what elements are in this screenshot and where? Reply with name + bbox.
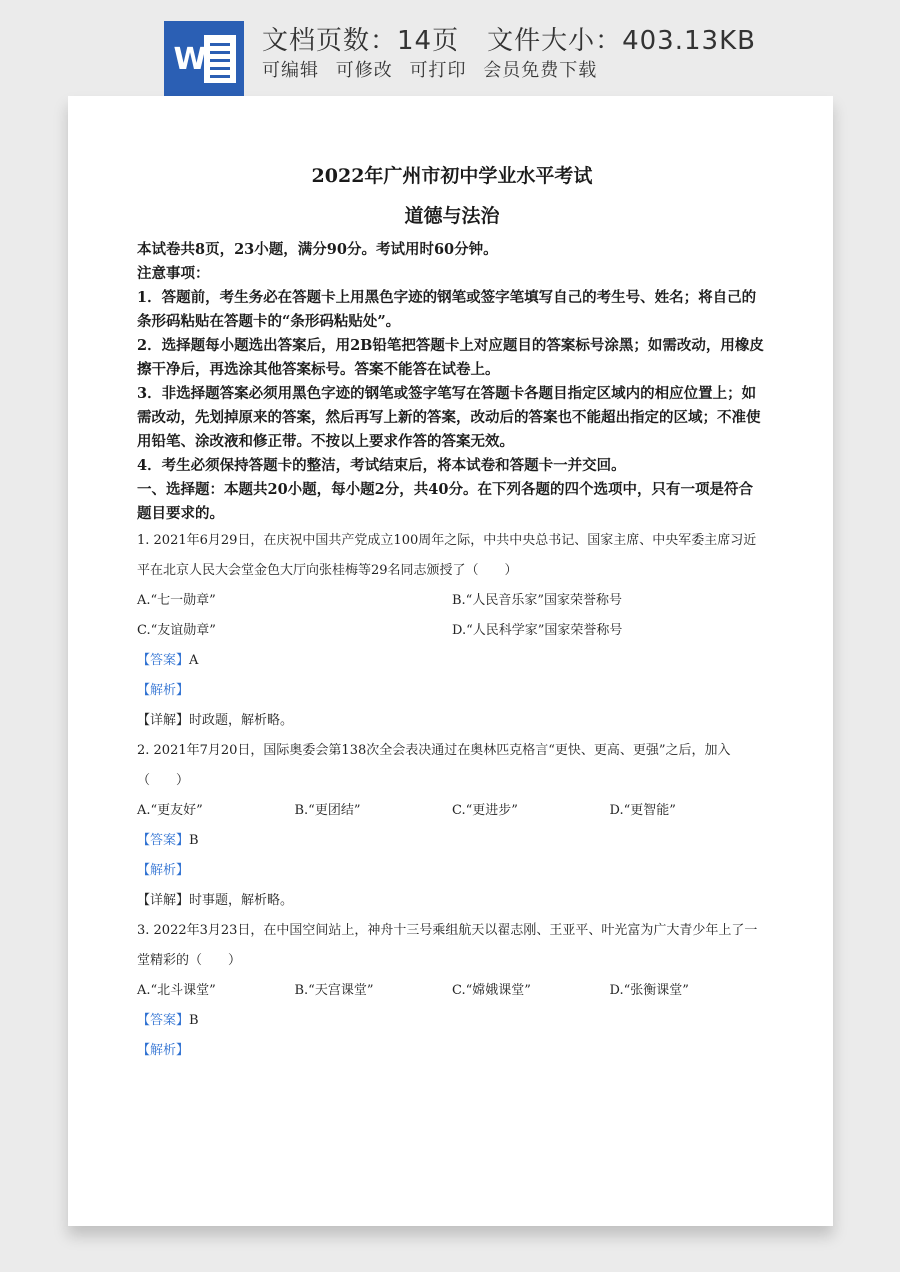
options [137, 586, 767, 616]
answer-value: B [189, 1013, 199, 1028]
option-d: D.“张衡课堂” [609, 983, 689, 998]
detail-line: 【详解】时政题，解析略。 [137, 713, 294, 728]
answer-tag: 【答案】 [137, 653, 190, 668]
file-size: 文件大小：403.13KB [487, 26, 756, 56]
document-lines-icon [204, 35, 236, 83]
option-c: C.“嫦娥课堂” [452, 983, 531, 998]
option-b: B.“天宫课堂” [294, 983, 374, 998]
word-letter: W [173, 42, 207, 77]
file-meta [262, 20, 756, 57]
option-b: B.“人民音乐家”国家荣誉称号 [452, 593, 622, 608]
answer-line [137, 826, 767, 856]
document-page [68, 96, 833, 1226]
answer-value: A [189, 653, 199, 668]
notice-heading: 注意事项： [137, 265, 210, 282]
analysis-line [137, 856, 767, 886]
answer-tag: 【答案】 [137, 833, 190, 848]
options [137, 796, 767, 826]
analysis-tag: 【解析】 [137, 863, 190, 878]
notice-item: 3．非选择题答案必须用黑色字迹的钢笔或签字笔写在答题卡各题目指定区域内的相应位置上；如需改动，先划掉原来的答案，然后再写上新的答案，改动后的答案也不能超出指定的区域；不准使用铅笔、涂改液和修正带。不按以上要求作答的答案无效。 [137, 385, 761, 450]
option-d: D.“更智能” [609, 803, 676, 818]
question-stem: 1. 2021年6月29日，在庆祝中国共产党成立100周年之际，中共中央总书记、国家主席、中央军委主席习近平在北京人民大会堂金色大厅向张桂梅等29名同志颁授了（ ） [137, 533, 757, 578]
feature-list [262, 56, 607, 82]
analysis-line [137, 1036, 767, 1066]
analysis-tag: 【解析】 [137, 1043, 190, 1058]
question-stem: 3. 2022年3月23日，在中国空间站上，神舟十三号乘组航天以翟志刚、王亚平、叶光富为广大青少年上了一堂精彩的（ ） [137, 923, 758, 968]
page-count: 文档页数：14页 [262, 26, 460, 56]
notice-item: 2．选择题每小题选出答案后，用2B铅笔把答题卡上对应题目的答案标号涂黑；如需改动，用橡皮擦干净后，再选涂其他答案标号。答案不能答在试卷上。 [137, 337, 764, 378]
section-heading: 一、选择题：本题共20小题，每小题2分，共40分。在下列各题的四个选项中，只有一项是符合题目要求的。 [137, 481, 753, 522]
answer-tag: 【答案】 [137, 1013, 190, 1028]
answer-value: B [189, 833, 199, 848]
answer-line [137, 646, 767, 676]
option-c: C.“更进步” [452, 803, 518, 818]
option-c: C.“友谊勋章” [137, 623, 216, 638]
exam-title: 2022年广州市初中学业水平考试 [311, 165, 593, 187]
page-content [137, 158, 767, 1066]
answer-line [137, 1006, 767, 1036]
exam-intro: 本试卷共8页，23小题，满分90分。考试用时60分钟。 [137, 241, 498, 258]
notice-item: 4．考生必须保持答题卡的整洁，考试结束后，将本试卷和答题卡一并交回。 [137, 457, 626, 474]
analysis-tag: 【解析】 [137, 683, 190, 698]
analysis-line [137, 676, 767, 706]
feature-printable: 可打印 [409, 60, 467, 81]
download-header [0, 0, 900, 96]
word-document-icon [164, 21, 244, 96]
notice-item: 1．答题前，考生务必在答题卡上用黑色字迹的钢笔或签字笔填写自己的考生号、姓名；将自己的条形码粘贴在答题卡的“条形码粘贴处”。 [137, 289, 757, 330]
options [137, 616, 767, 646]
feature-free-download: 会员免费下载 [483, 60, 598, 81]
option-a: A.“七一勋章” [137, 593, 216, 608]
feature-modifiable: 可修改 [335, 60, 393, 81]
option-a: A.“更友好” [137, 803, 203, 818]
feature-editable: 可编辑 [262, 60, 319, 81]
option-a: A.“北斗课堂” [137, 983, 216, 998]
exam-subject: 道德与法治 [404, 205, 500, 227]
option-d: D.“人民科学家”国家荣誉称号 [452, 623, 623, 638]
question-stem: 2. 2021年7月20日，国际奥委会第138次全会表决通过在奥林匹克格言“更快、更高、更强”之后，加入（ ） [137, 743, 731, 788]
options [137, 976, 767, 1006]
option-b: B.“更团结” [294, 803, 361, 818]
detail-line: 【详解】时事题，解析略。 [137, 893, 294, 908]
